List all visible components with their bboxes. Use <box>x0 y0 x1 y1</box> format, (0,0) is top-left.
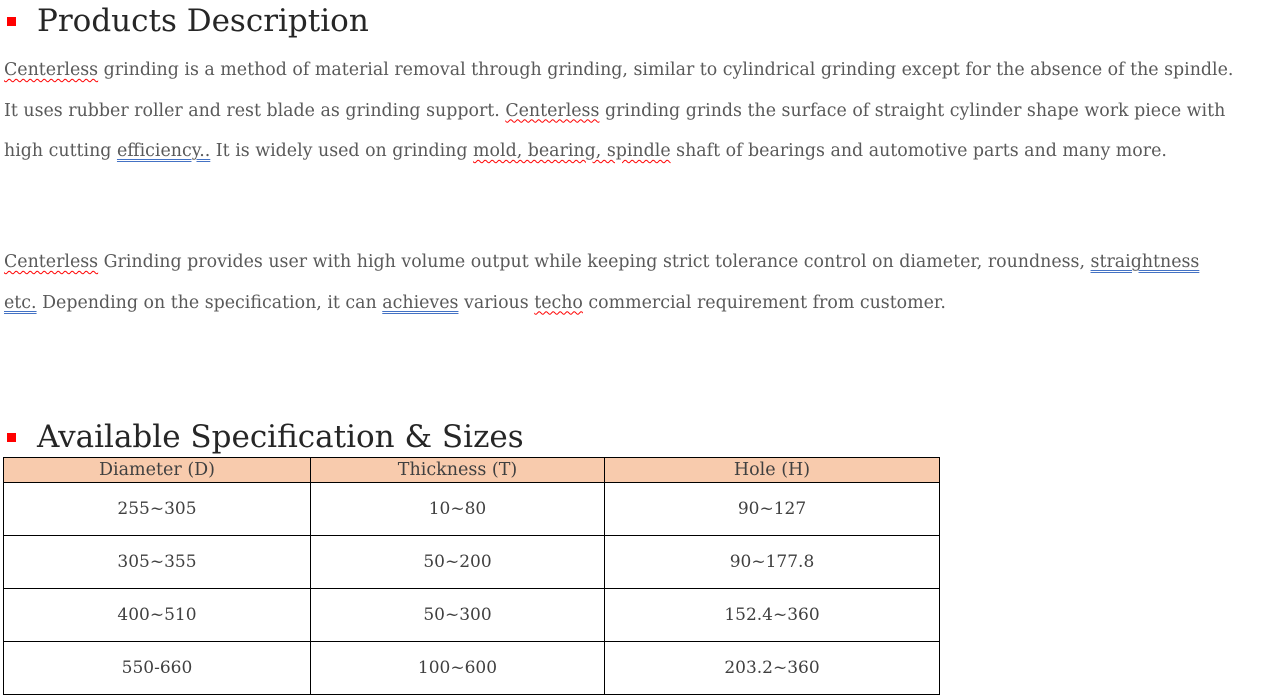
paragraph-text: shaft of bearings and automotive parts and many more. <box>670 141 1167 161</box>
paragraph-text: grinding is a method of material removal through grinding, similar to cylindrical grinding except for the absence of the spindle. <box>98 60 1234 80</box>
table-row <box>4 483 940 536</box>
grammar-flagged-word: straightness <box>1090 252 1200 272</box>
section-heading-products <box>0 1 369 41</box>
paragraph-line <box>4 131 1266 172</box>
square-bullet-icon <box>7 433 16 442</box>
grammar-flagged-word: etc. <box>4 292 37 313</box>
paragraph-text: various <box>458 292 535 313</box>
table-header-row <box>4 458 940 483</box>
paragraph-text: commercial requirement from customer. <box>582 292 946 313</box>
paragraph-line <box>4 283 1266 324</box>
hole-cell: 90~177.8 <box>605 536 940 589</box>
paragraph-text: Grinding provides user with high volume output while keeping strict tolerance control on diameter, roundness, <box>98 252 1091 272</box>
spelling-flagged-word: Centerless <box>4 252 99 272</box>
column-header-hole: Hole (H) <box>605 458 940 483</box>
product-description-paragraph <box>4 50 1266 172</box>
paragraph-text: It uses rubber roller and rest blade as grinding support. <box>4 100 506 121</box>
square-bullet-icon <box>7 17 16 26</box>
section-heading-text: Products Description <box>37 3 369 39</box>
diameter-cell: 550-660 <box>4 642 311 695</box>
paragraph-text: Depending on the specification, it can <box>36 292 383 313</box>
spelling-flagged-word: techo <box>534 292 583 313</box>
section-heading-specifications <box>0 417 524 457</box>
spelling-flagged-word: Centerless <box>4 60 99 80</box>
thickness-cell: 50~300 <box>311 589 605 642</box>
diameter-cell: 305~355 <box>4 536 311 589</box>
paragraph-text: grinding grinds the surface of straight cylinder shape work piece with <box>599 100 1226 121</box>
grammar-flagged-word: efficiency.. <box>116 141 211 161</box>
section-heading-text: Available Specification & Sizes <box>37 419 524 455</box>
table-row <box>4 536 940 589</box>
hole-cell: 90~127 <box>605 483 940 536</box>
paragraph-line <box>4 91 1266 132</box>
hole-cell: 152.4~360 <box>605 589 940 642</box>
paragraph-text: It is widely used on grinding <box>210 141 474 161</box>
paragraph-line <box>4 50 1266 91</box>
diameter-cell: 400~510 <box>4 589 311 642</box>
paragraph-line <box>4 242 1266 283</box>
thickness-cell: 50~200 <box>311 536 605 589</box>
diameter-cell: 255~305 <box>4 483 311 536</box>
column-header-thickness: Thickness (T) <box>311 458 605 483</box>
spelling-flagged-word: Centerless <box>505 100 600 121</box>
spelling-flagged-word: mold, bearing, spindle <box>473 141 671 161</box>
paragraph-text: high cutting <box>4 141 117 161</box>
hole-cell: 203.2~360 <box>605 642 940 695</box>
table-row <box>4 642 940 695</box>
thickness-cell: 100~600 <box>311 642 605 695</box>
column-header-diameter: Diameter (D) <box>4 458 311 483</box>
grinding-benefits-paragraph <box>4 242 1266 323</box>
table-row <box>4 589 940 642</box>
grammar-flagged-word: achieves <box>382 292 459 313</box>
thickness-cell: 10~80 <box>311 483 605 536</box>
specification-table <box>3 457 940 695</box>
